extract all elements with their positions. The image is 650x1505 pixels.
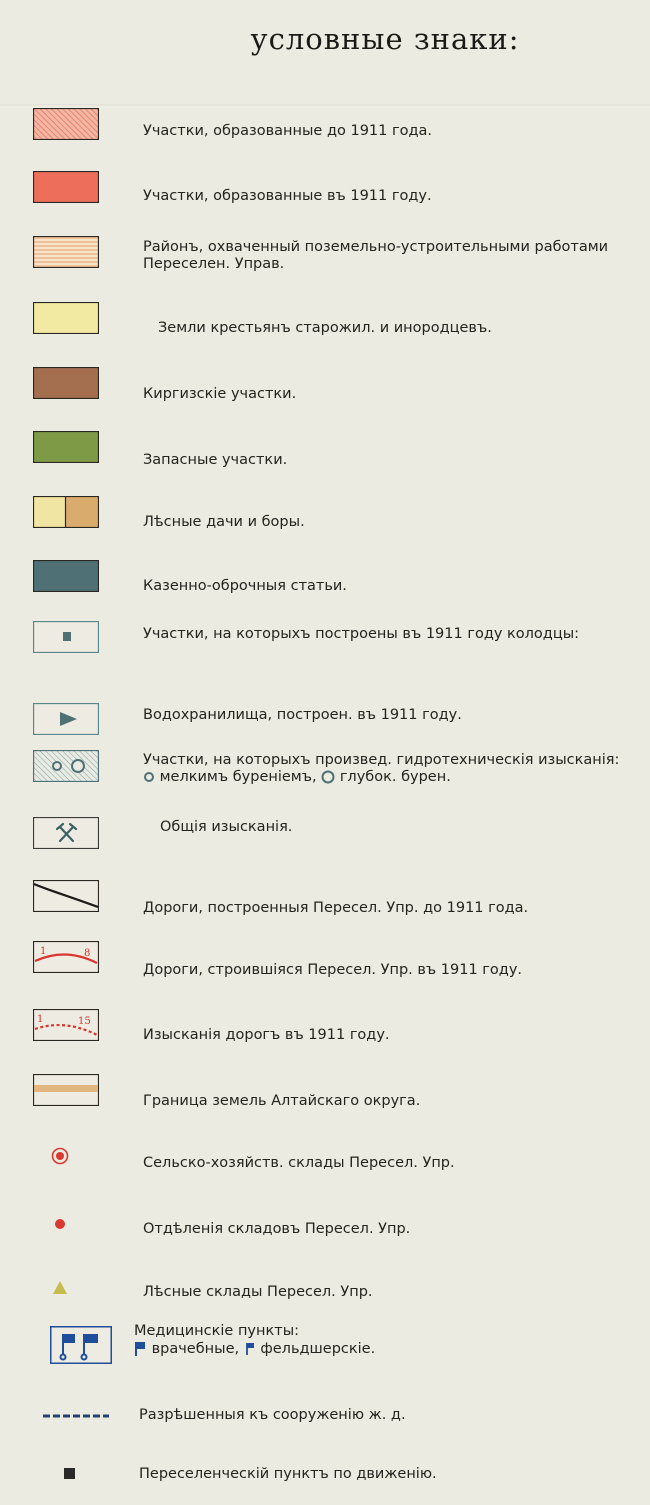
tan-boundary-band-icon <box>33 1074 99 1106</box>
medical-sublabels <box>133 1340 375 1358</box>
legend-label: Лѣсные дачи и боры. <box>143 514 305 530</box>
legend-label: Участки, образованные до 1911 года. <box>143 123 432 139</box>
doctor-flag-icon <box>133 1340 147 1358</box>
legend-label: Казенно-оброчныя статьи. <box>143 578 347 594</box>
blue-dashed-railway-icon <box>33 1400 99 1432</box>
legend-label: Разрѣшенныя къ сооруженію ж. д. <box>139 1407 406 1423</box>
legend-label: Участки, образованные въ 1911 году. <box>143 188 432 204</box>
legend-label: Переселенческій пунктъ по движенію. <box>139 1466 437 1482</box>
shallow-drilling-icon <box>143 771 155 783</box>
red-road-line-icon <box>33 941 99 973</box>
road-end-number: 8 <box>84 948 91 959</box>
red-ring-dot-icon <box>33 1140 89 1172</box>
legend-label: Лѣсные склады Пересел. Упр. <box>143 1284 373 1300</box>
medical-flags-icon <box>50 1326 112 1364</box>
split-yellow-tan-swatch-icon <box>33 496 99 528</box>
hydro-sublabels <box>143 769 451 786</box>
legend-label: Запасные участки. <box>143 452 288 468</box>
black-road-line-icon <box>33 880 99 912</box>
legend-label: Земли крестьянъ старожил. и инородцевъ. <box>158 320 492 336</box>
red-dashed-road-icon <box>33 1009 99 1041</box>
hydro-survey-icon <box>33 750 99 782</box>
legend-label: Водохранилища, построен. въ 1911 году. <box>143 707 462 723</box>
legend-label: Отдѣленія складовъ Пересел. Упр. <box>143 1221 411 1237</box>
survey-start-number: 1 <box>37 1014 44 1025</box>
feldsher-label: фельдшерскіе. <box>260 1341 376 1357</box>
yellow-triangle-icon <box>33 1272 89 1304</box>
legend-label: Граница земель Алтайскаго округа. <box>143 1093 421 1109</box>
feldsher-flag-icon <box>244 1341 256 1357</box>
brown-swatch-icon <box>33 367 99 399</box>
well-square-icon <box>33 621 99 653</box>
yellow-swatch-icon <box>33 302 99 334</box>
green-swatch-icon <box>33 431 99 463</box>
black-square-icon <box>33 1458 89 1490</box>
legend-label: Участки, на которыхъ построены въ 1911 году колодцы: <box>143 626 580 642</box>
legend-label: Киргизскіе участки. <box>143 386 297 402</box>
striped-peach-swatch-icon <box>33 236 99 268</box>
reservoir-triangle-icon <box>33 703 99 735</box>
red-swatch-icon <box>33 171 99 203</box>
doctor-label: врачебные, <box>151 1341 240 1357</box>
deep-drilling-label: глубок. бурен. <box>339 769 451 785</box>
legend-label: Общія изысканія. <box>160 819 293 835</box>
blue-gray-swatch-icon <box>33 560 99 592</box>
legend-label-continued: Переселен. Управ. <box>143 256 285 272</box>
legend-label: Участки, на которыхъ произвед. гидротехническія изысканія: <box>143 752 620 768</box>
legend-label: Дороги, построенныя Пересел. Упр. до 1911 года. <box>143 900 529 916</box>
shallow-drilling-label: мелкимъ буреніемъ, <box>159 769 317 785</box>
legend-label: Сельско-хозяйств. склады Пересел. Упр. <box>143 1155 455 1171</box>
legend-label: Изысканія дорогъ въ 1911 году. <box>143 1027 390 1043</box>
legend-label: Медицинскіе пункты: <box>134 1323 300 1339</box>
red-dot-icon <box>33 1207 89 1239</box>
survey-end-number: 15 <box>78 1016 91 1027</box>
legend-label: Районъ, охваченный поземельно-устроительными работами <box>143 239 609 255</box>
legend-label: Дороги, строившіяся Пересел. Упр. въ 1911 году. <box>143 962 523 978</box>
hammers-icon <box>33 817 99 849</box>
legend-title: условные знаки: <box>250 22 520 56</box>
road-start-number: 1 <box>40 946 47 957</box>
deep-drilling-icon <box>321 770 335 784</box>
hatched-pink-swatch-icon <box>33 108 99 140</box>
